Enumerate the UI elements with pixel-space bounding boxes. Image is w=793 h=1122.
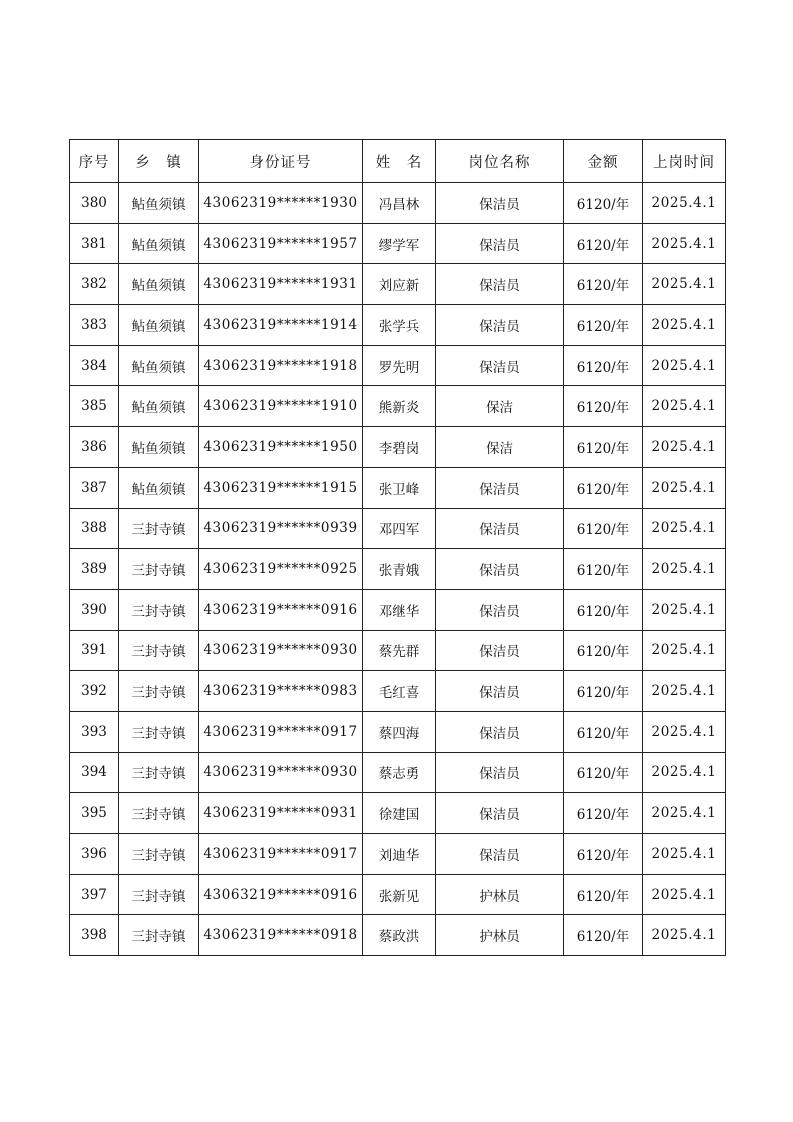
cell-start-date: 2025.4.1 — [643, 183, 726, 224]
cell-id-number: 43062319******1915 — [199, 467, 363, 508]
cell-township: 三封寺镇 — [119, 793, 199, 834]
table-row — [70, 223, 726, 264]
cell-index: 398 — [70, 915, 119, 956]
table-row — [70, 671, 726, 712]
cell-amount: 6120/年 — [564, 427, 643, 468]
cell-start-date: 2025.4.1 — [643, 671, 726, 712]
table-row — [70, 386, 726, 427]
cell-start-date: 2025.4.1 — [643, 589, 726, 630]
table-row — [70, 793, 726, 834]
cell-start-date: 2025.4.1 — [643, 467, 726, 508]
cell-index: 392 — [70, 671, 119, 712]
col-header-township: 乡 镇 — [119, 140, 199, 183]
cell-name: 冯昌林 — [363, 183, 436, 224]
cell-index: 393 — [70, 711, 119, 752]
cell-start-date: 2025.4.1 — [643, 386, 726, 427]
cell-township: 三封寺镇 — [119, 671, 199, 712]
table-row — [70, 711, 726, 752]
cell-name: 邓继华 — [363, 589, 436, 630]
cell-start-date: 2025.4.1 — [643, 549, 726, 590]
table-header — [70, 140, 726, 183]
table-row — [70, 834, 726, 875]
cell-amount: 6120/年 — [564, 386, 643, 427]
cell-id-number: 43062319******1910 — [199, 386, 363, 427]
cell-amount: 6120/年 — [564, 467, 643, 508]
cell-id-number: 43062319******0930 — [199, 630, 363, 671]
col-header-start-date: 上岗时间 — [643, 140, 726, 183]
cell-position: 保洁员 — [436, 467, 564, 508]
cell-start-date: 2025.4.1 — [643, 427, 726, 468]
cell-position: 护林员 — [436, 874, 564, 915]
table-row — [70, 345, 726, 386]
cell-name: 蔡政洪 — [363, 915, 436, 956]
cell-name: 刘应新 — [363, 264, 436, 305]
cell-township: 三封寺镇 — [119, 834, 199, 875]
cell-amount: 6120/年 — [564, 223, 643, 264]
cell-start-date: 2025.4.1 — [643, 264, 726, 305]
cell-position: 保洁员 — [436, 711, 564, 752]
cell-name: 蔡四海 — [363, 711, 436, 752]
cell-position: 保洁员 — [436, 793, 564, 834]
cell-index: 383 — [70, 305, 119, 346]
cell-id-number: 43062319******0930 — [199, 752, 363, 793]
cell-township: 鲇鱼须镇 — [119, 183, 199, 224]
cell-position: 保洁员 — [436, 264, 564, 305]
cell-start-date: 2025.4.1 — [643, 345, 726, 386]
cell-start-date: 2025.4.1 — [643, 915, 726, 956]
table-row — [70, 874, 726, 915]
cell-index: 395 — [70, 793, 119, 834]
cell-position: 保洁员 — [436, 671, 564, 712]
cell-township: 鲇鱼须镇 — [119, 386, 199, 427]
col-header-id-number: 身份证号 — [199, 140, 363, 183]
cell-amount: 6120/年 — [564, 345, 643, 386]
cell-index: 380 — [70, 183, 119, 224]
cell-amount: 6120/年 — [564, 305, 643, 346]
cell-name: 张新见 — [363, 874, 436, 915]
cell-id-number: 43063219******0916 — [199, 874, 363, 915]
cell-id-number: 43062319******0918 — [199, 915, 363, 956]
cell-township: 三封寺镇 — [119, 589, 199, 630]
cell-name: 李碧岗 — [363, 427, 436, 468]
cell-township: 鲇鱼须镇 — [119, 467, 199, 508]
cell-township: 三封寺镇 — [119, 508, 199, 549]
cell-start-date: 2025.4.1 — [643, 508, 726, 549]
table-row — [70, 508, 726, 549]
cell-name: 张学兵 — [363, 305, 436, 346]
cell-id-number: 43062319******1931 — [199, 264, 363, 305]
cell-township: 鲇鱼须镇 — [119, 345, 199, 386]
cell-position: 保洁员 — [436, 183, 564, 224]
cell-id-number: 43062319******0925 — [199, 549, 363, 590]
col-header-name: 姓 名 — [363, 140, 436, 183]
table-row — [70, 467, 726, 508]
cell-id-number: 43062319******1957 — [199, 223, 363, 264]
cell-start-date: 2025.4.1 — [643, 752, 726, 793]
cell-township: 三封寺镇 — [119, 711, 199, 752]
cell-amount: 6120/年 — [564, 671, 643, 712]
document-page — [69, 139, 725, 956]
cell-name: 张卫峰 — [363, 467, 436, 508]
cell-position: 保洁员 — [436, 345, 564, 386]
cell-index: 397 — [70, 874, 119, 915]
cell-position: 保洁员 — [436, 305, 564, 346]
cell-id-number: 43062319******0917 — [199, 834, 363, 875]
table-row — [70, 915, 726, 956]
cell-township: 鲇鱼须镇 — [119, 427, 199, 468]
cell-amount: 6120/年 — [564, 264, 643, 305]
cell-start-date: 2025.4.1 — [643, 711, 726, 752]
cell-name: 罗先明 — [363, 345, 436, 386]
cell-id-number: 43062319******1918 — [199, 345, 363, 386]
cell-position: 保洁员 — [436, 589, 564, 630]
cell-township: 三封寺镇 — [119, 915, 199, 956]
cell-name: 刘迪华 — [363, 834, 436, 875]
cell-amount: 6120/年 — [564, 508, 643, 549]
cell-township: 三封寺镇 — [119, 549, 199, 590]
cell-name: 蔡先群 — [363, 630, 436, 671]
col-header-amount: 金额 — [564, 140, 643, 183]
cell-id-number: 43062319******0983 — [199, 671, 363, 712]
cell-start-date: 2025.4.1 — [643, 793, 726, 834]
cell-index: 394 — [70, 752, 119, 793]
cell-amount: 6120/年 — [564, 752, 643, 793]
cell-id-number: 43062319******0939 — [199, 508, 363, 549]
cell-start-date: 2025.4.1 — [643, 630, 726, 671]
cell-name: 缪学军 — [363, 223, 436, 264]
cell-index: 391 — [70, 630, 119, 671]
table-row — [70, 752, 726, 793]
cell-name: 徐建国 — [363, 793, 436, 834]
personnel-table — [69, 139, 726, 956]
cell-index: 381 — [70, 223, 119, 264]
cell-amount: 6120/年 — [564, 183, 643, 224]
cell-amount: 6120/年 — [564, 589, 643, 630]
cell-id-number: 43062319******0931 — [199, 793, 363, 834]
cell-id-number: 43062319******1950 — [199, 427, 363, 468]
cell-amount: 6120/年 — [564, 834, 643, 875]
cell-index: 386 — [70, 427, 119, 468]
cell-index: 396 — [70, 834, 119, 875]
cell-amount: 6120/年 — [564, 711, 643, 752]
table-row — [70, 549, 726, 590]
cell-position: 保洁 — [436, 386, 564, 427]
cell-name: 邓四军 — [363, 508, 436, 549]
cell-index: 387 — [70, 467, 119, 508]
cell-position: 保洁员 — [436, 630, 564, 671]
cell-name: 熊新炎 — [363, 386, 436, 427]
cell-start-date: 2025.4.1 — [643, 223, 726, 264]
cell-index: 388 — [70, 508, 119, 549]
cell-position: 保洁员 — [436, 223, 564, 264]
table-row — [70, 630, 726, 671]
table-row — [70, 264, 726, 305]
cell-index: 382 — [70, 264, 119, 305]
cell-position: 护林员 — [436, 915, 564, 956]
cell-township: 三封寺镇 — [119, 752, 199, 793]
cell-township: 鲇鱼须镇 — [119, 264, 199, 305]
cell-index: 384 — [70, 345, 119, 386]
cell-township: 三封寺镇 — [119, 874, 199, 915]
cell-index: 385 — [70, 386, 119, 427]
col-header-index: 序号 — [70, 140, 119, 183]
table-row — [70, 183, 726, 224]
cell-township: 三封寺镇 — [119, 630, 199, 671]
cell-township: 鲇鱼须镇 — [119, 305, 199, 346]
cell-start-date: 2025.4.1 — [643, 305, 726, 346]
cell-position: 保洁员 — [436, 752, 564, 793]
cell-id-number: 43062319******1914 — [199, 305, 363, 346]
table-body — [70, 183, 726, 956]
cell-index: 390 — [70, 589, 119, 630]
table-row — [70, 589, 726, 630]
cell-position: 保洁员 — [436, 834, 564, 875]
cell-amount: 6120/年 — [564, 793, 643, 834]
cell-id-number: 43062319******0917 — [199, 711, 363, 752]
cell-start-date: 2025.4.1 — [643, 834, 726, 875]
cell-id-number: 43062319******1930 — [199, 183, 363, 224]
cell-position: 保洁 — [436, 427, 564, 468]
cell-id-number: 43062319******0916 — [199, 589, 363, 630]
cell-name: 蔡志勇 — [363, 752, 436, 793]
col-header-position: 岗位名称 — [436, 140, 564, 183]
cell-amount: 6120/年 — [564, 630, 643, 671]
cell-amount: 6120/年 — [564, 549, 643, 590]
table-row — [70, 305, 726, 346]
cell-amount: 6120/年 — [564, 915, 643, 956]
cell-position: 保洁员 — [436, 549, 564, 590]
cell-start-date: 2025.4.1 — [643, 874, 726, 915]
cell-name: 毛红喜 — [363, 671, 436, 712]
cell-position: 保洁员 — [436, 508, 564, 549]
cell-index: 389 — [70, 549, 119, 590]
cell-township: 鲇鱼须镇 — [119, 223, 199, 264]
cell-amount: 6120/年 — [564, 874, 643, 915]
header-row — [70, 140, 726, 183]
cell-name: 张青娥 — [363, 549, 436, 590]
table-row — [70, 427, 726, 468]
